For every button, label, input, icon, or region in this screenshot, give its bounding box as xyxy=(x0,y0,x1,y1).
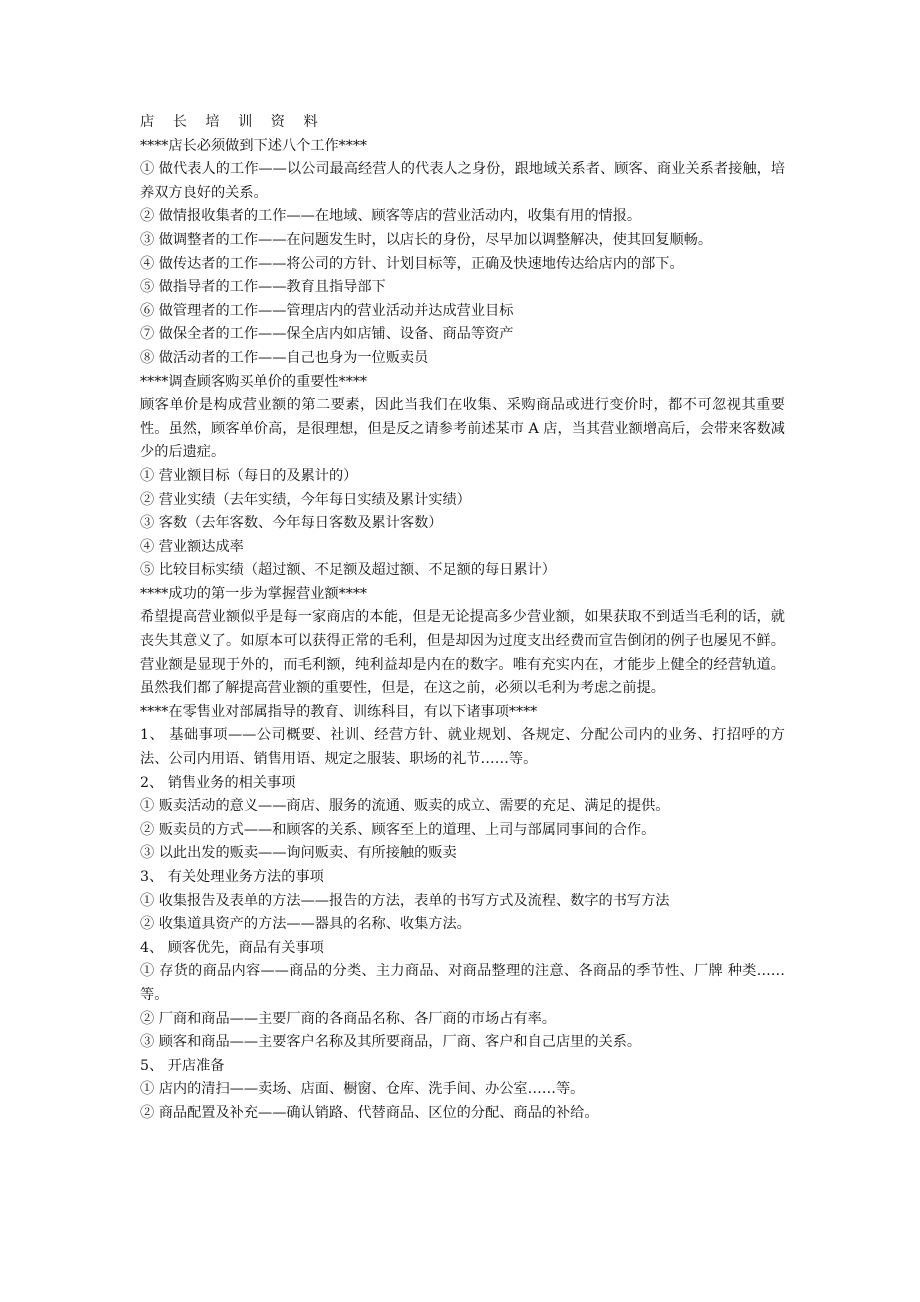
list-item: ① 存货的商品内容——商品的分类、主力商品、对商品整理的注意、各商品的季节性、厂牌 种类……等。 xyxy=(140,963,785,1003)
list-item: 2、 销售业务的相关事项 xyxy=(140,774,296,791)
list-item: ⑤ 做指导者的工作——教育且指导部下 xyxy=(140,279,386,296)
list-item: ② 收集道具资产的方法——器具的名称、收集方法。 xyxy=(140,916,471,933)
list-item: ② 做情报收集者的工作——在地域、顾客等店的营业活动内，收集有用的情报。 xyxy=(140,208,642,225)
list-item: ① 做代表人的工作——以公司最高经营人的代表人之身份，跟地域关系者、顾客、商业关系者接触，培养双方良好的关系。 xyxy=(140,161,785,201)
paragraph: 顾客单价是构成营业额的第二要素，因此当我们在收集、采购商品或进行变价时，都不可忽视其重要性。虽然，顾客单价高，是很理想，但是反之请参考前述某市 A 店，当其营业额增高后，会带来客数减少的后遗症。 xyxy=(140,397,785,461)
list-item: ③ 以此出发的贩卖——询问贩卖、有所接触的贩卖 xyxy=(140,845,457,862)
list-item: ③ 做调整者的工作——在问题发生时，以店长的身份，尽早加以调整解决，使其回复顺畅。 xyxy=(140,231,713,248)
list-item: ② 厂商和商品——主要厂商的各商品名称、各厂商的市场占有率。 xyxy=(140,1010,556,1027)
list-item: ① 贩卖活动的意义——商店、服务的流通、贩卖的成立、需要的充足、满足的提供。 xyxy=(140,798,670,815)
list-item: ③ 客数（去年客数、今年每日客数及累计客数） xyxy=(140,515,443,532)
list-item: ② 商品配置及补充——确认销路、代替商品、区位的分配、商品的补给。 xyxy=(140,1104,599,1121)
list-item: ③ 顾客和商品——主要客户名称及其所要商品，厂商、客户和自己店里的关系。 xyxy=(140,1034,642,1051)
list-item: ② 贩卖员的方式——和顾客的关系、顾客至上的道理、上司与部属同事间的合作。 xyxy=(140,821,656,838)
list-item: 4、 顾客优先，商品有关事项 xyxy=(140,939,324,956)
list-item: ⑦ 做保全者的工作——保全店内如店铺、设备、商品等资产 xyxy=(140,326,514,343)
list-item: 5、 开店准备 xyxy=(140,1057,225,1074)
section-heading: ****调查顾客购买单价的重要性**** xyxy=(140,373,368,390)
list-item: 3、 有关处理业务方法的事项 xyxy=(140,869,324,885)
document-title: 店 长 培 训 资 料 xyxy=(140,114,325,130)
list-item: ② 营业实绩（去年实绩，今年每日实绩及累计实绩） xyxy=(140,491,471,508)
section-heading: ****成功的第一步为掌握营业额**** xyxy=(140,585,368,602)
list-item: ⑧ 做活动者的工作——自己也身为一位贩卖员 xyxy=(140,349,429,366)
list-item: ⑥ 做管理者的工作——管理店内的营业活动并达成营业目标 xyxy=(140,302,514,319)
list-item: ④ 做传达者的工作——将公司的方针、计划目标等，正确及快速地传达给店内的部下。 xyxy=(140,255,684,272)
section-heading: ****在零售业对部属指导的教育、训练科目，有以下诸事项**** xyxy=(140,703,538,720)
list-item: ① 收集报告及表单的方法——报告的方法，表单的书写方式及流程、数字的书写方法 xyxy=(140,892,670,909)
list-item: ⑤ 比较目标实绩（超过额、不足额及超过额、不足额的每日累计） xyxy=(140,562,556,579)
paragraph: 希望提高营业额似乎是每一家商店的本能，但是无论提高多少营业额，如果获取不到适当毛利的话，就丧失其意义了。如原本可以获得正常的毛利，但是却因为过度支出经费而宣告倒闭的例子也屡见不鲜。营业额是显现于外的，而毛利额，纯利益却是内在的数字。唯有充实内在，才能步上健全的经营轨道。虽然我们都了解提高营业额的重要性，但是，在这之前，必须以毛利为考虑之前提。 xyxy=(140,609,785,697)
document-body xyxy=(140,111,785,1126)
list-item: 1、 基础事项——公司概要、社训、经营方针、就业规划、各规定、分配公司内的业务、打招呼的方法、公司内用语、销售用语、规定之服装、职场的礼节……等。 xyxy=(140,727,785,768)
section-heading: ****店长必须做到下述八个工作**** xyxy=(140,137,368,154)
list-item: ④ 营业额达成率 xyxy=(140,538,244,555)
list-item: ① 店内的清扫——卖场、店面、橱窗、仓库、洗手间、办公室……等。 xyxy=(140,1081,585,1098)
list-item: ① 营业额目标（每日的及累计的） xyxy=(140,467,358,484)
